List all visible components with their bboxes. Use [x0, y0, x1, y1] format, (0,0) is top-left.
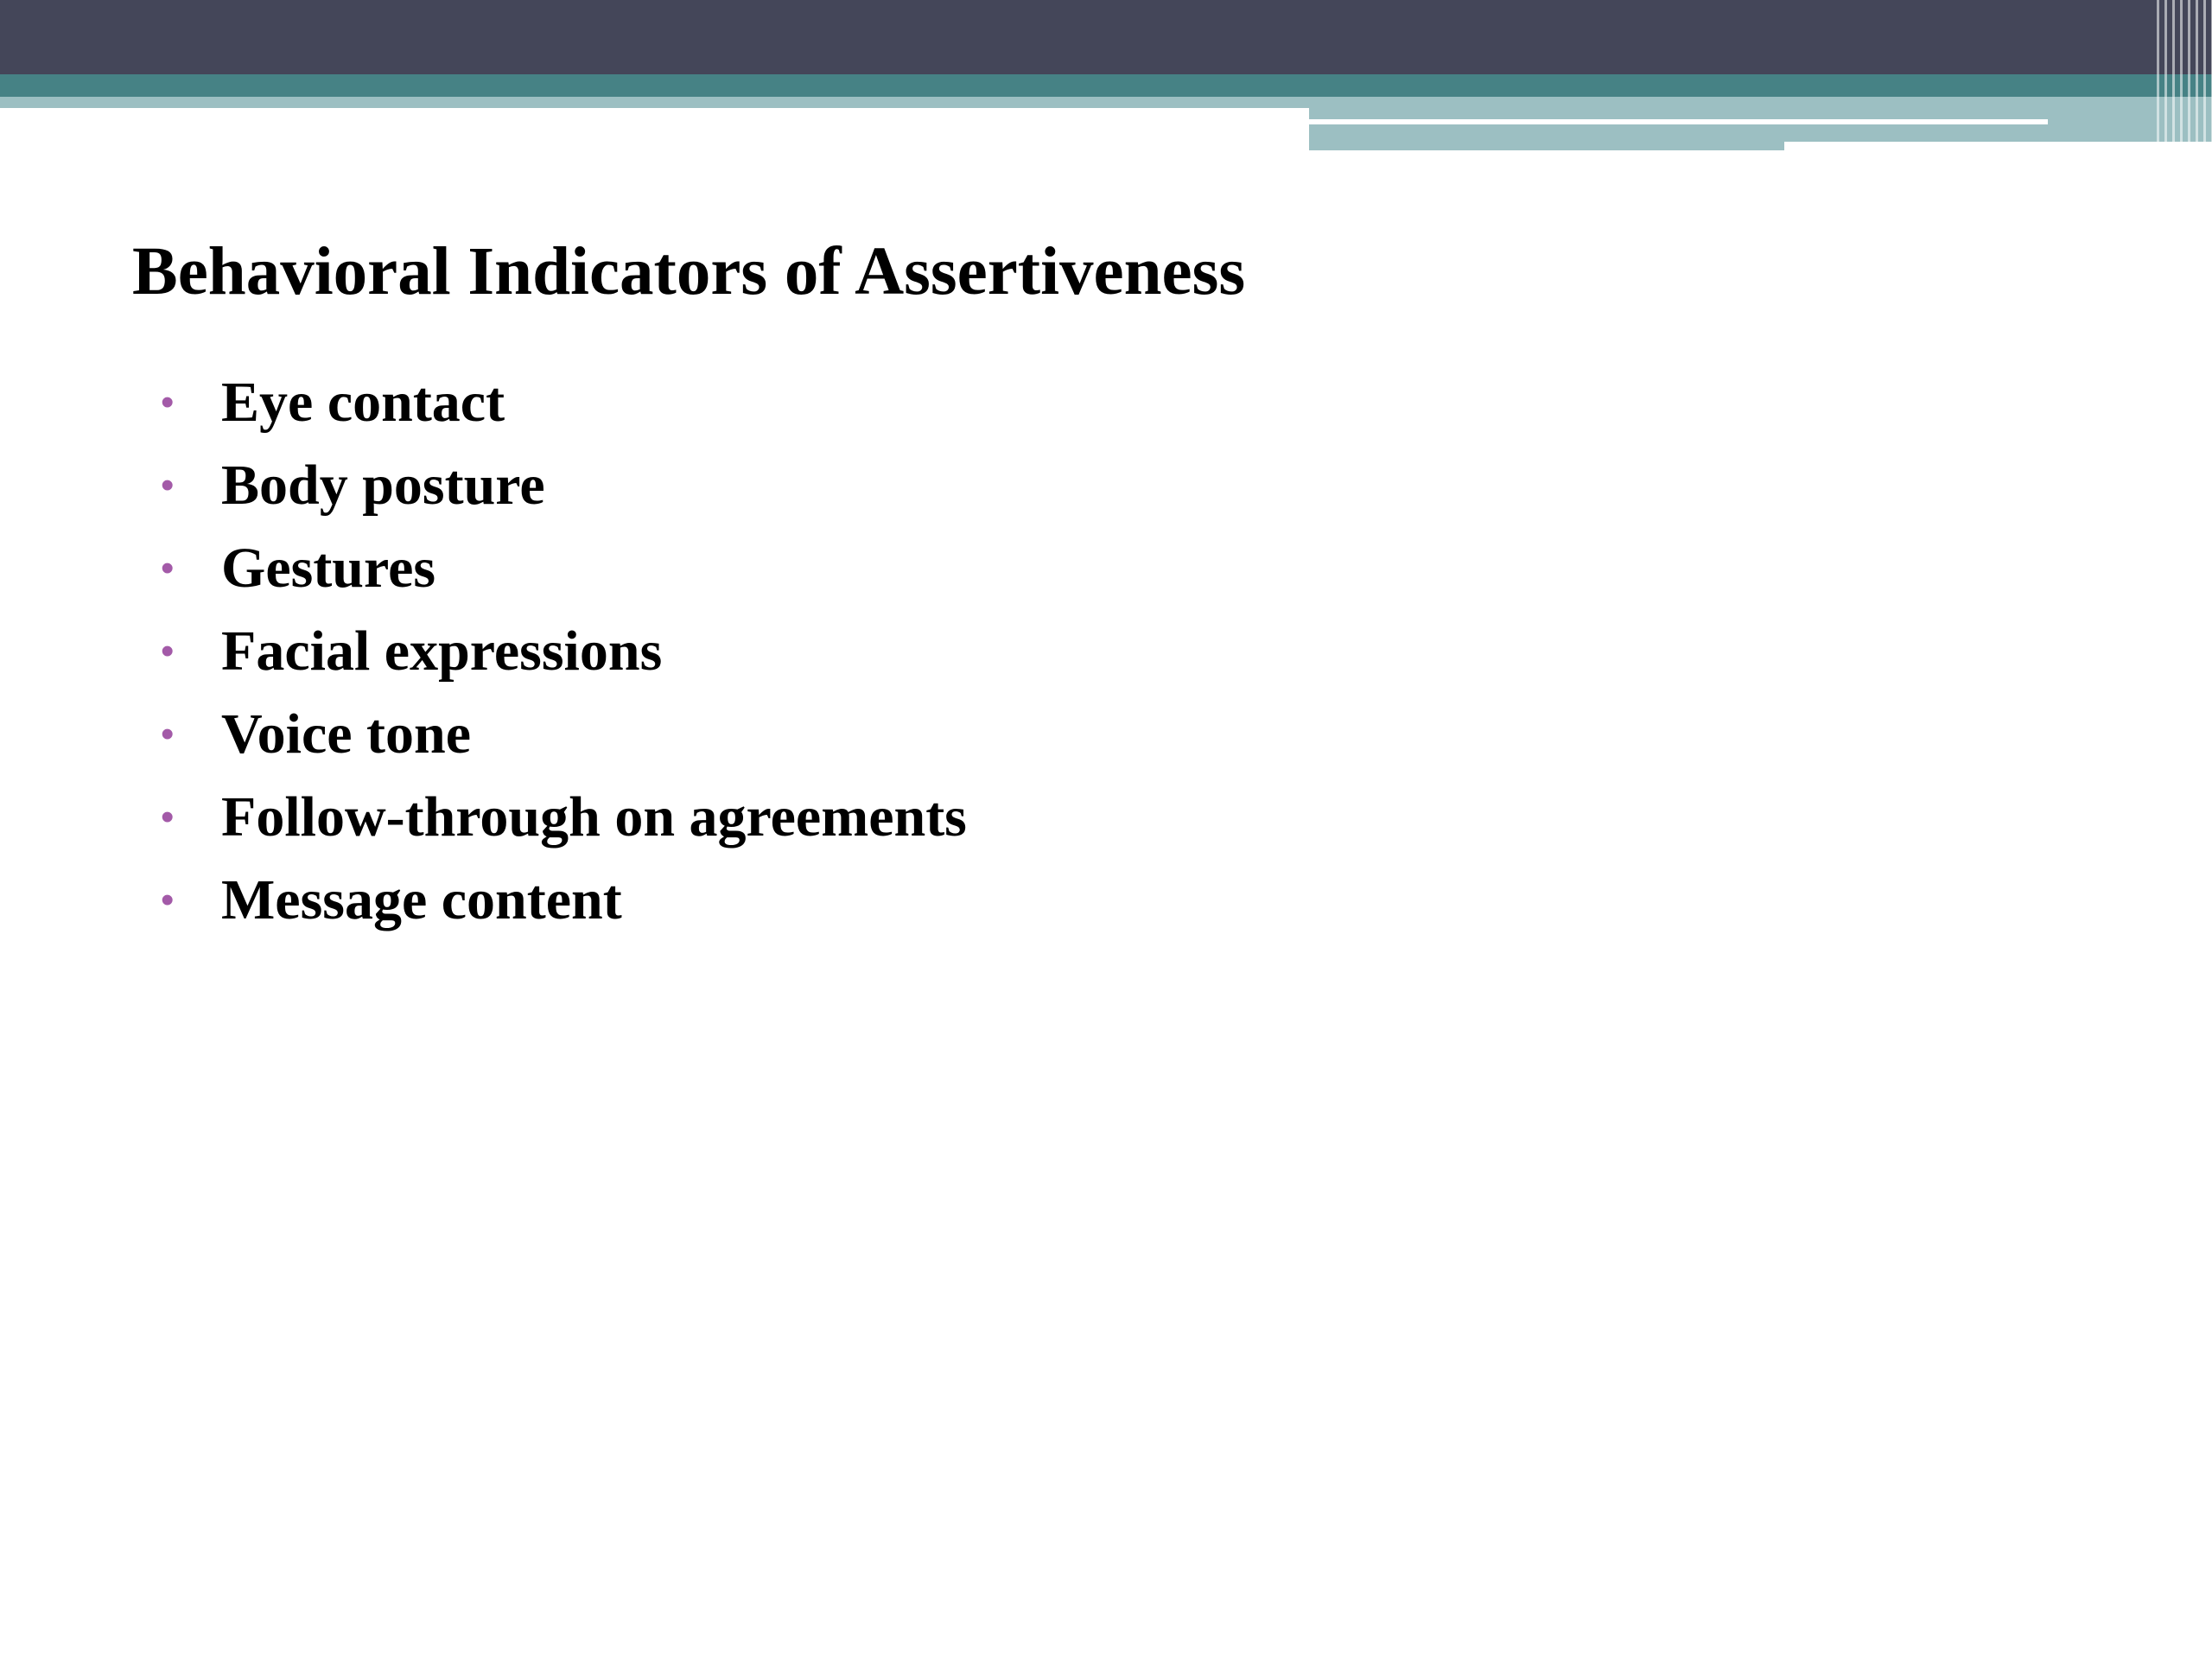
bullet-text: Message content — [221, 868, 622, 931]
bullet-text: Voice tone — [221, 702, 472, 766]
header-band-light-left — [0, 97, 1309, 108]
header-white-line — [1784, 142, 2212, 150]
bullet-text: Facial expressions — [221, 620, 663, 683]
bullet-dot-icon: • — [161, 547, 175, 589]
bullet-text: Eye contact — [221, 371, 505, 434]
bullet-text: Follow-through on agreements — [221, 785, 967, 849]
list-item — [156, 610, 967, 693]
bullet-text: Body posture — [221, 454, 545, 517]
bullet-dot-icon: • — [161, 464, 175, 506]
list-item — [156, 693, 967, 776]
list-item — [156, 361, 967, 444]
bullet-dot-icon: • — [161, 879, 175, 921]
list-item — [156, 859, 967, 942]
bullet-dot-icon: • — [161, 630, 175, 672]
header-band-dark — [0, 0, 2212, 74]
bullet-text: Gestures — [221, 537, 436, 600]
bullet-list — [156, 361, 967, 942]
bullet-dot-icon: • — [161, 381, 175, 423]
slide-title: Behavioral Indicators of Assertiveness — [132, 234, 1246, 309]
bullet-dot-icon: • — [161, 796, 175, 838]
header-band-teal — [0, 74, 2212, 97]
header-white-line — [1309, 119, 2048, 124]
list-item — [156, 776, 967, 859]
header-edge-stripes — [2152, 0, 2212, 150]
list-item — [156, 527, 967, 610]
list-item — [156, 444, 967, 527]
bullet-dot-icon: • — [161, 713, 175, 755]
